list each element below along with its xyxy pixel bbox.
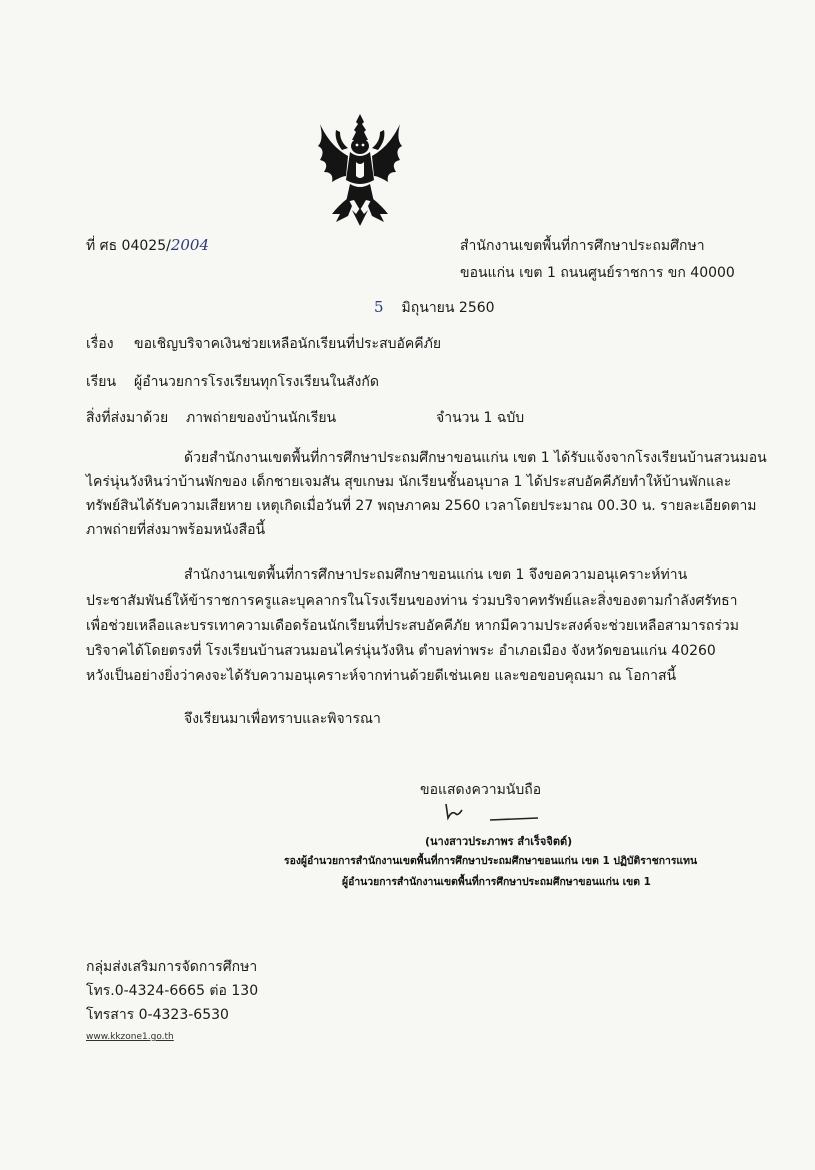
garuda-emblem-icon <box>312 110 408 228</box>
doc-number-handwritten: 2004 <box>170 236 210 254</box>
doc-number <box>86 236 209 255</box>
handwritten-signature-icon <box>440 800 540 828</box>
office-address: ขอนแก่น เขต 1 ถนนศูนย์ราชการ ขก 40000 <box>460 265 735 281</box>
para2-line: สำนักงานเขตพื้นที่การศึกษาประถมศึกษาขอนแก่น เขต 1 จึงขอความอนุเคราะห์ท่าน <box>184 567 688 583</box>
enclosure-quantity: จำนวน 1 ฉบับ <box>436 410 525 426</box>
date-month-year: มิถุนายน 2560 <box>401 300 495 316</box>
footer-department: กลุ่มส่งเสริมการจัดการศึกษา <box>86 959 258 975</box>
para1-line: ไคร่นุ่นวังหินว่าบ้านพักของ เด็กชายเจมสัน สุขเกษม นักเรียนชั้นอนุบาล 1 ได้ประสบอัคคีภัยทำให้บ้านพักและ <box>86 474 732 490</box>
recipient-text: ผู้อำนวยการโรงเรียนทุกโรงเรียนในสังกัด <box>134 374 379 390</box>
subject-label: เรื่อง <box>86 336 114 352</box>
enclosure-label: สิ่งที่ส่งมาด้วย <box>86 410 169 426</box>
footer-fax: โทรสาร 0-4323-6530 <box>86 1007 229 1023</box>
para2-line: ประชาสัมพันธ์ให้ข้าราชการครูและบุคลากรในโรงเรียนของท่าน ร่วมบริจาคทรัพย์และสิ่งของตามกำลังศรัทธา <box>86 593 738 609</box>
signature-closing: ขอแสดงความนับถือ <box>420 782 542 798</box>
recipient-label: เรียน <box>86 374 117 390</box>
date <box>374 298 495 317</box>
office-name: สำนักงานเขตพื้นที่การศึกษาประถมศึกษา <box>460 238 705 254</box>
doc-number-label: ที่ ศธ 04025/ <box>86 238 171 254</box>
para1-line: ภาพถ่ายที่ส่งมาพร้อมหนังสือนี้ <box>86 522 266 538</box>
para2-line: เพื่อช่วยเหลือและบรรเทาความเดือดร้อนนักเรียนที่ประสบอัคคีภัย หากมีความประสงค์จะช่วยเหลือสามารถร่วม <box>86 618 740 634</box>
enclosure-text: ภาพถ่ายของบ้านนักเรียน <box>186 410 337 426</box>
footer-website-link[interactable]: www.kkzone1.go.th <box>86 1032 174 1042</box>
para1-line: ทรัพย์สินได้รับความเสียหาย เหตุเกิดเมื่อวันที่ 27 พฤษภาคม 2560 เวลาโดยประมาณ 00.30 น. รายละเอียดตาม <box>86 498 757 514</box>
para2-line: บริจาคได้โดยตรงที่ โรงเรียนบ้านสวนมอนไคร่นุ่นวังหิน ตำบลท่าพระ อำเภอเมือง จังหวัดขอนแก่น 40260 <box>86 643 716 659</box>
footer-phone: โทร.0-4324-6665 ต่อ 130 <box>86 983 259 999</box>
para1-line: ด้วยสำนักงานเขตพื้นที่การศึกษาประถมศึกษาขอนแก่น เขต 1 ได้รับแจ้งจากโรงเรียนบ้านสวนมอน <box>184 450 767 466</box>
date-day-handwritten: 5 <box>374 298 384 316</box>
signer-title-line1: รองผู้อำนวยการสำนักงานเขตพื้นที่การศึกษาประถมศึกษาขอนแก่น เขต 1 ปฏิบัติราชการแทน <box>284 855 698 867</box>
subject-text: ขอเชิญบริจาคเงินช่วยเหลือนักเรียนที่ประสบอัคคีภัย <box>134 336 442 352</box>
closing-request: จึงเรียนมาเพื่อทราบและพิจารณา <box>184 711 381 727</box>
signer-title-line2: ผู้อำนวยการสำนักงานเขตพื้นที่การศึกษาประถมศึกษาขอนแก่น เขต 1 <box>342 876 651 888</box>
signer-name: (นางสาวประภาพร สำเร็จจิตต์) <box>425 835 573 848</box>
para2-line: หวังเป็นอย่างยิ่งว่าคงจะได้รับความอนุเคราะห์จากท่านด้วยดีเช่นเคย และขอขอบคุณมา ณ โอกาสนี้ <box>86 668 677 684</box>
